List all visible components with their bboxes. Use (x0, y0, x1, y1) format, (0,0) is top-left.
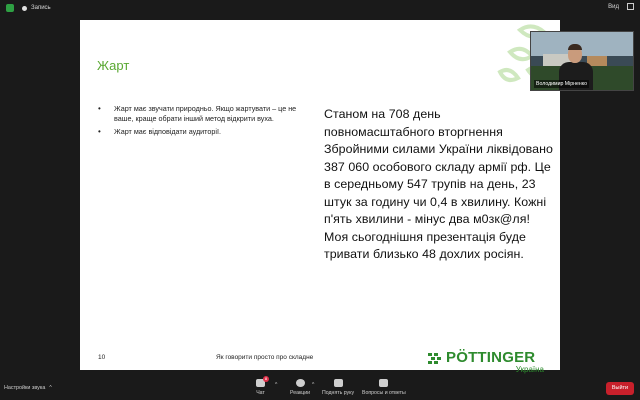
raise-hand-label: Поднять руку (322, 390, 355, 396)
slide-title: Жарт (97, 58, 130, 73)
chat-button[interactable] (256, 376, 268, 396)
bullet-item: • Жарт має відповідати аудиторії. (96, 127, 306, 137)
chevron-up-icon: ^ (49, 385, 52, 391)
qa-icon (379, 379, 388, 387)
slide-body-text: Станом на 708 день повномасштабного вторгнення Збройними силами України ліквідовано 387 060 особового складу армії рф. Це в середньому 547 трупів на день, 23 штук за годину чи 0,4 в хвилину. Кожні п'ять хвилини - мінус два м0зк@ля! Моя сьогоднішня презентація буде тривати близько 48 дохлих росіян. (324, 107, 553, 261)
participant-name: Володимир Мірненко (536, 81, 587, 87)
participant-video[interactable] (530, 31, 634, 91)
audio-settings-button[interactable] (4, 385, 52, 391)
recording-label: Запись (31, 5, 51, 11)
top-bar (0, 0, 640, 16)
page-number: 10 (98, 354, 106, 361)
record-dot-icon (22, 6, 27, 11)
grid-icon (627, 3, 634, 10)
video-background (531, 32, 634, 56)
chevron-up-icon[interactable]: ^ (275, 382, 278, 388)
logo-subtitle: Україна (515, 365, 544, 374)
smiley-icon (296, 379, 305, 387)
chat-badge: 8 (264, 376, 268, 381)
view-label: Вид (608, 3, 619, 10)
qa-button[interactable] (362, 379, 406, 396)
chat-label: Чат (256, 390, 265, 396)
logo-name: PÖTTINGER (446, 349, 536, 366)
bullet-list (96, 104, 306, 141)
company-logo (428, 349, 548, 374)
shared-slide (80, 20, 560, 374)
chat-icon (256, 376, 268, 387)
logo-mark-icon (428, 353, 444, 365)
leave-meeting-button[interactable]: Выйти (606, 382, 634, 395)
footer-title: Як говорити просто про складне (216, 354, 314, 361)
reactions-button[interactable] (290, 379, 310, 396)
meeting-toolbar (0, 376, 640, 400)
qa-label: Вопросы и ответы (362, 390, 406, 396)
view-menu[interactable] (604, 3, 634, 10)
recording-indicator[interactable] (6, 4, 51, 12)
hand-icon (334, 379, 343, 387)
bullet-item: • Жарт має звучати природньо. Якщо жартувати – це не ваше, краще обрати інший метод відкрити вуха. (96, 104, 306, 123)
audio-settings-label: Настройки звука (4, 385, 46, 391)
shield-icon (6, 4, 14, 12)
reactions-label: Реакции (290, 390, 311, 396)
chevron-up-icon[interactable]: ^ (312, 382, 315, 388)
participant-figure (568, 44, 582, 50)
raise-hand-button[interactable] (322, 379, 354, 396)
